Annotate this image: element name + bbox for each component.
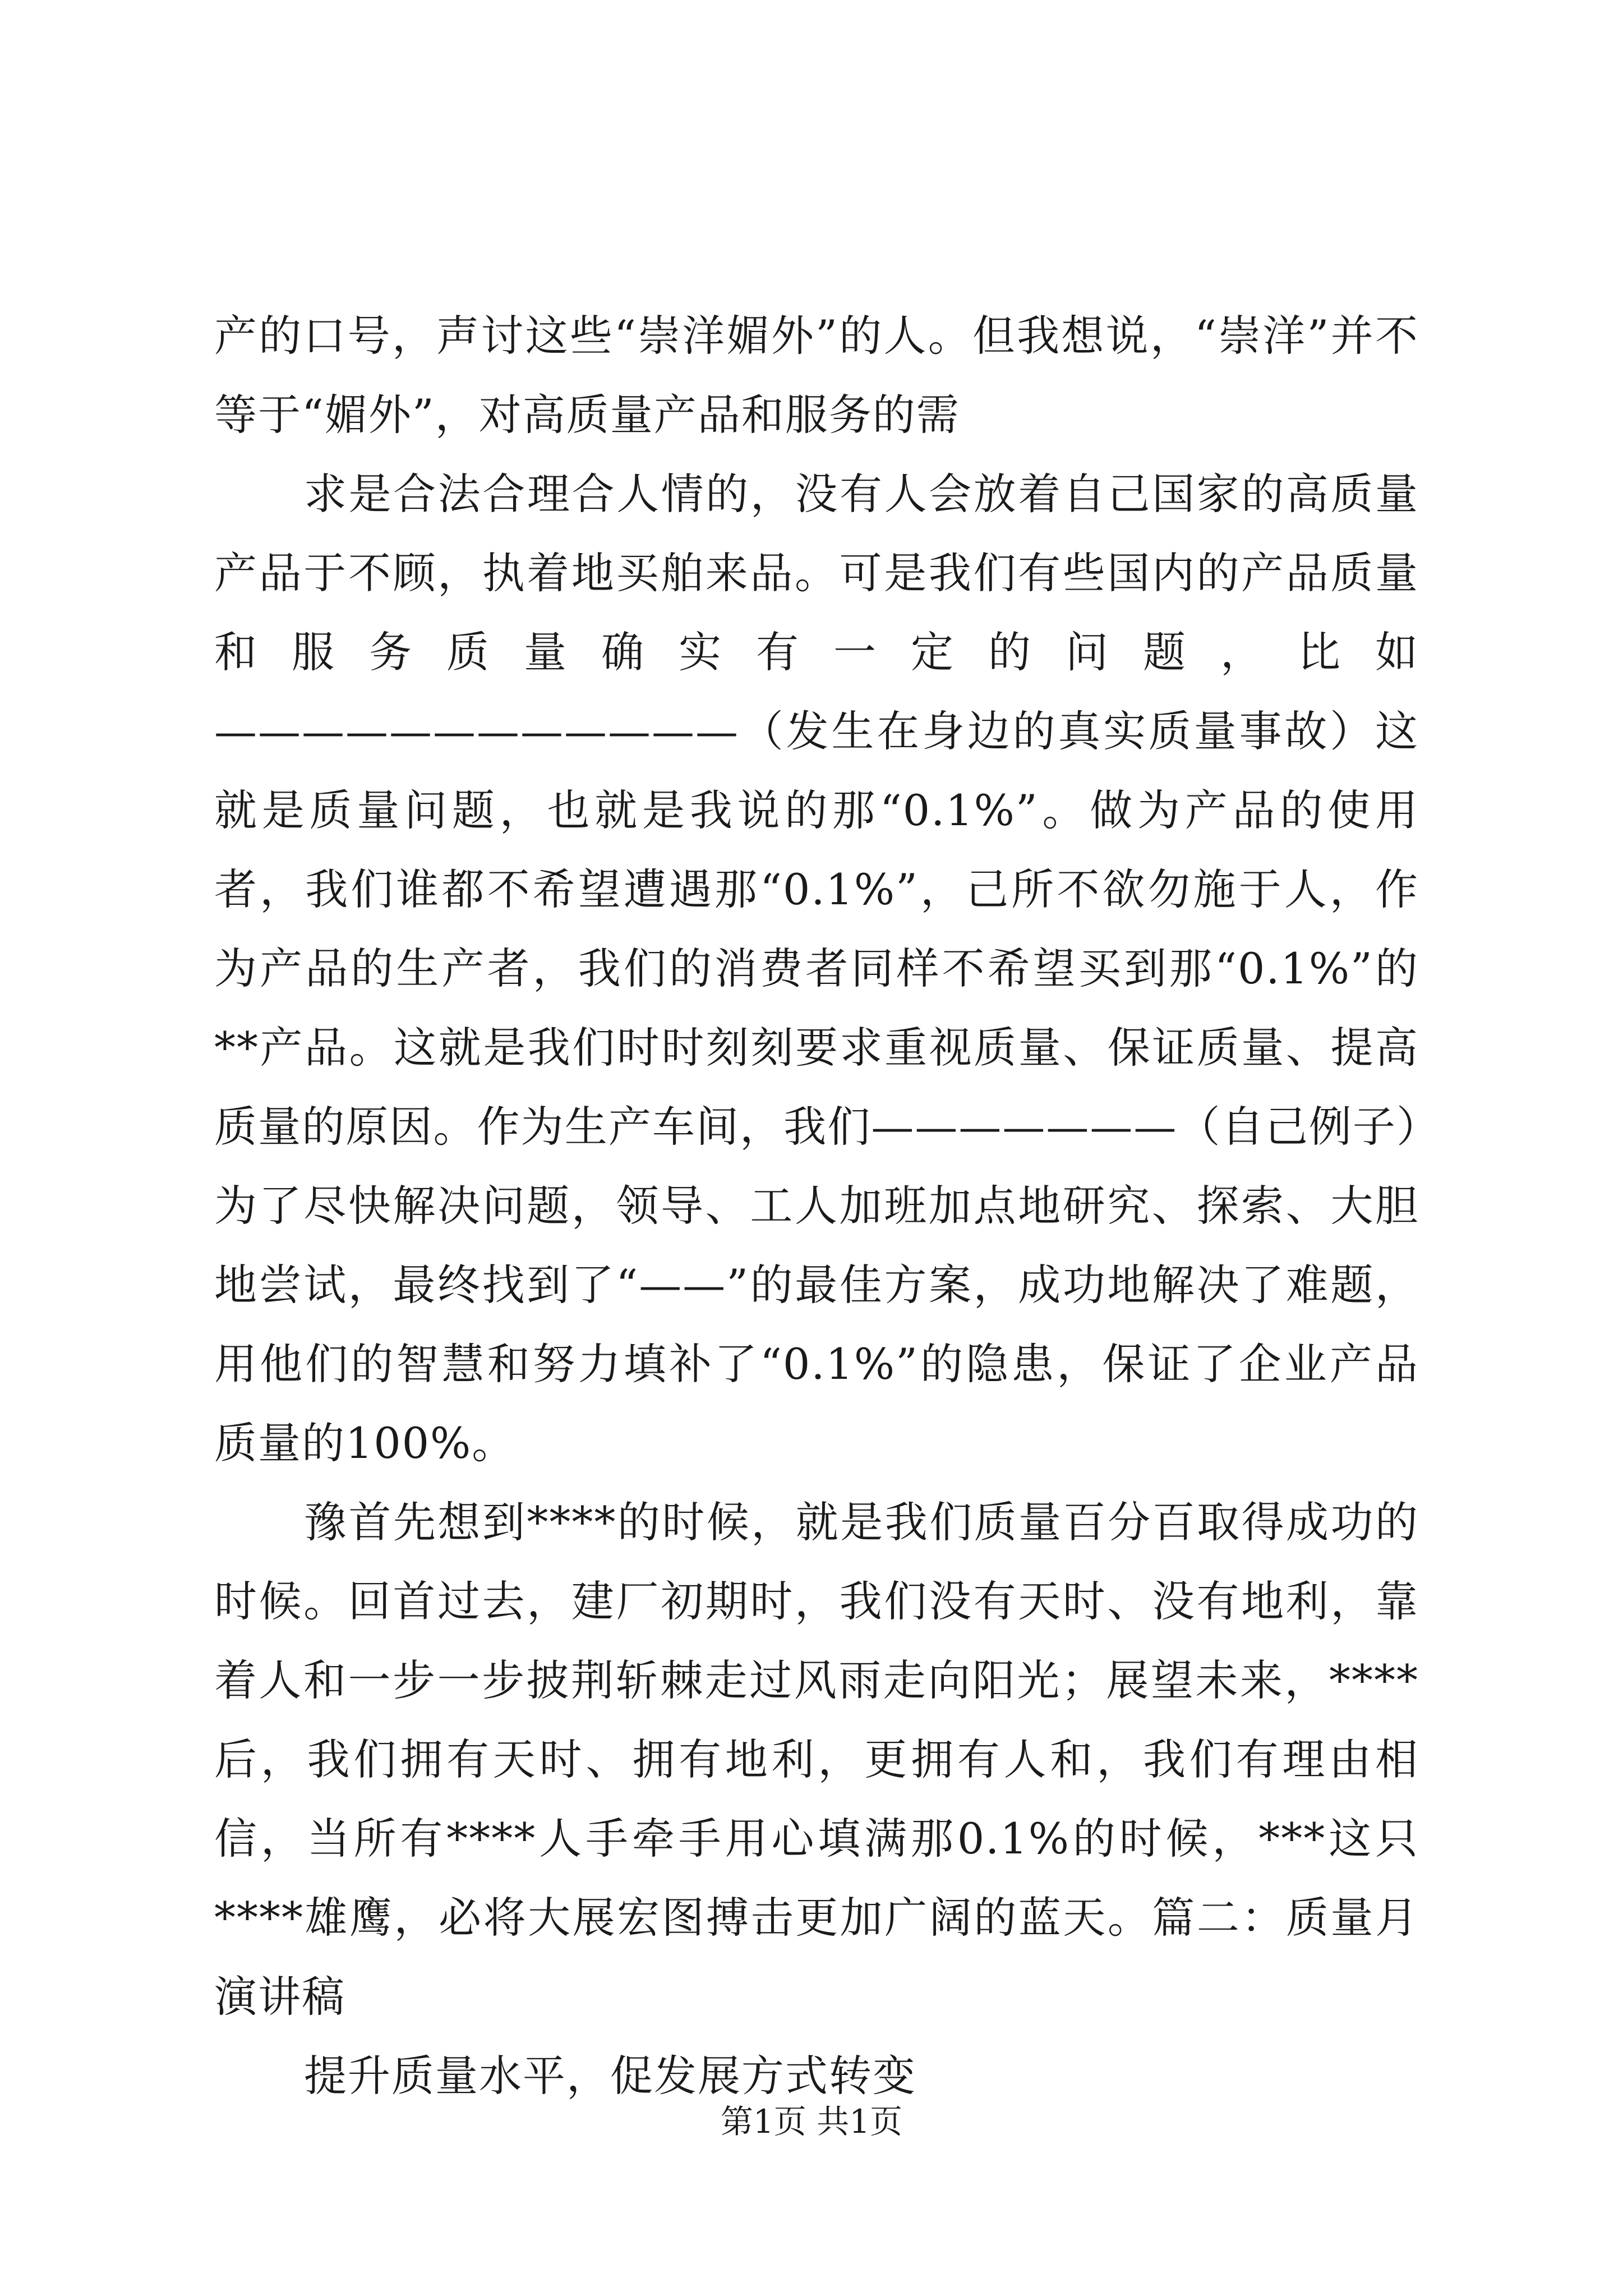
speech-title-line: 提升质量水平，促发展方式转变 bbox=[304, 2051, 916, 2101]
paragraph-continuation: 产的口号，声讨这些“崇洋媚外”的人。但我想说，“崇洋”并不等于“媚外”，对高质量产品和服务的需 bbox=[214, 311, 1419, 440]
document-body bbox=[214, 296, 1419, 2115]
paragraph-future-outlook: 豫首先想到****的时候，就是我们质量百分百取得成功的时候。回首过去，建厂初期时，我们没有天时、没有地利，靠着人和一步一步披荆斩棘走过风雨走向阳光；展望未来，****后，我们拥有天时、拥有地利，更拥有人和，我们有理由相信，当所有****人手牵手用心填满那0.1%的时候，***这只****雄鹰，必将大展宏图搏击更加广阔的蓝天。篇二：质量月演讲稿 bbox=[214, 1497, 1419, 2022]
paragraph-quality-issues: 求是合法合理合人情的，没有人会放着自己国家的高质量产品于不顾，执着地买舶来品。可是我们有些国内的产品质量和服务质量确实有一定的问题，比如————————————（发生在身边的真实质量事故）这就是质量问题，也就是我说的那“0.1%”。做为产品的使用者，我们谁都不希望遭遇那“0.1%”，己所不欲勿施于人，作为产品的生产者，我们的消费者同样不希望买到那“0.1%”的**产品。这就是我们时时刻刻要求重视质量、保证质量、提高质量的原因。作为生产车间，我们———————（自己例子）为了尽快解决问题，领导、工人加班加点地研究、探索、大胆地尝试，最终找到了“——”的最佳方案，成功地解决了难题，用他们的智慧和努力填补了“0.1%”的隐患，保证了企业产品质量的100%。 bbox=[214, 469, 1419, 1468]
page-number-footer: 第1页 共1页 bbox=[720, 2102, 903, 2141]
